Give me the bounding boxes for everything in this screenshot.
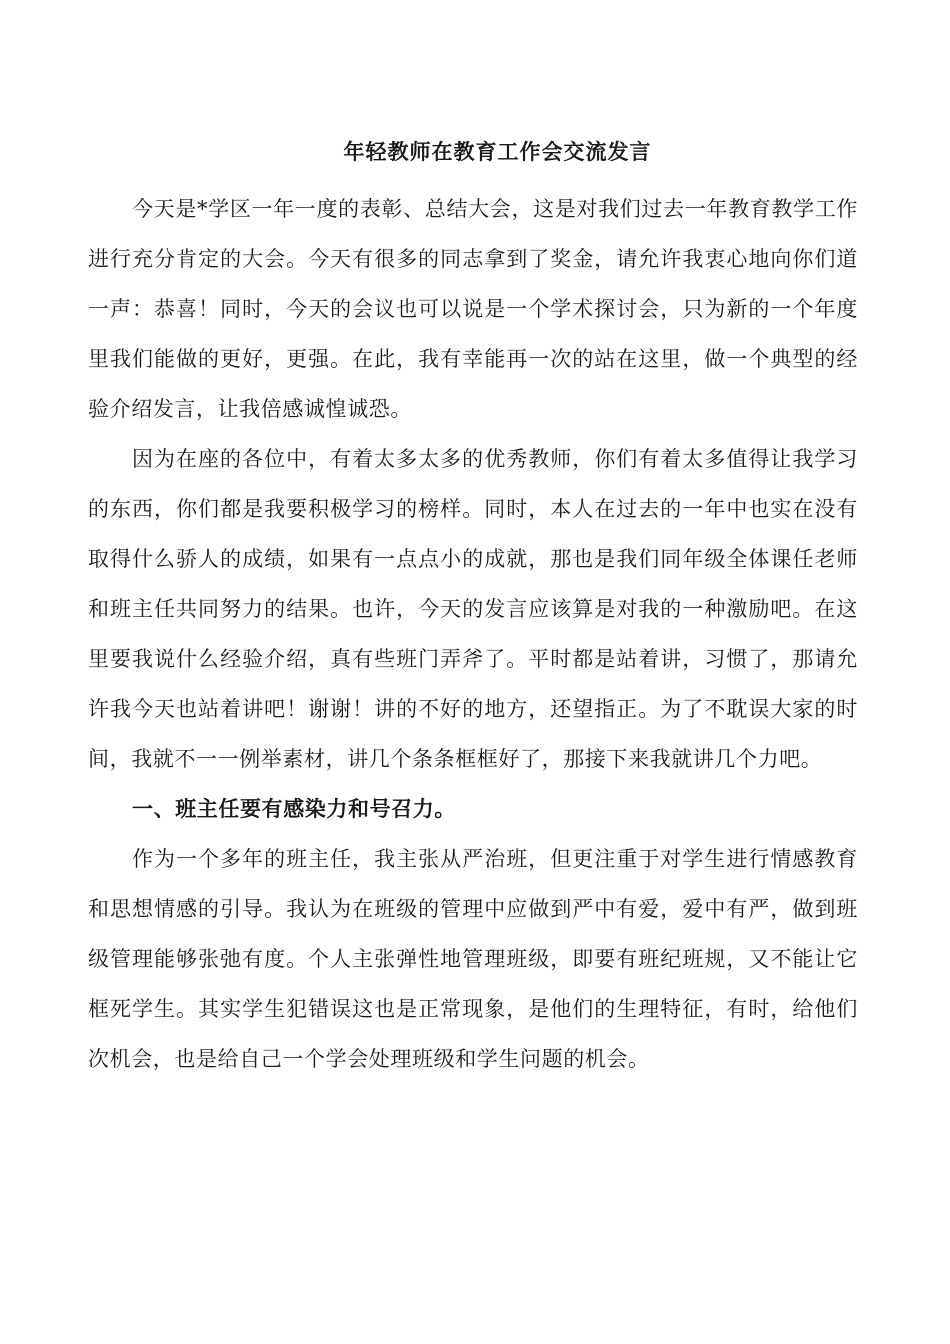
paragraph-intro: 今天是*学区一年一度的表彰、总结大会，这是对我们过去一年教育教学工作进行充分肯定的大会。今天有很多的同志拿到了奖金，请允许我衷心地向你们道一声：恭喜！同时，今天的会议也可以说是一个学术探讨会，只为新的一个年度里我们能做的更好，更强。在此，我有幸能再一次的站在这里，做一个典型的经验介绍发言，让我倍感诚惶诚恐。	[88, 197, 858, 421]
section-heading: 一、班主任要有感染力和号召力。	[132, 796, 456, 821]
document-body	[88, 184, 858, 1084]
document-title: 年轻教师在教育工作会交流发言	[343, 139, 652, 164]
paragraph-modesty: 因为在座的各位中，有着太多太多的优秀教师，你们有着太多值得让我学习的东西，你们都是我要积极学习的榜样。同时，本人在过去的一年中也实在没有取得什么骄人的成绩，如果有一点点小的成就，那也是我们同年级全体课任老师和班主任共同努力的结果。也许，今天的发言应该算是对我的一种激励吧。在这里要我说什么经验介绍，真有些班门弄斧了。平时都是站着讲，习惯了，那请允许我今天也站着讲吧！谢谢！讲的不好的地方，还望指正。为了不耽误大家的时间，我就不一一例举素材，讲几个条条框框好了，那接下来我就讲几个力吧。	[88, 447, 858, 771]
section-paragraph: 作为一个多年的班主任，我主张从严治班，但更注重于对学生进行情感教育和思想情感的引导。我认为在班级的管理中应做到严中有爱，爱中有严，做到班级管理能够张弛有度。个人主张弹性地管理班级，即要有班纪班规，又不能让它框死学生。其实学生犯错误这也是正常现象，是他们的生理特征，有时，给他们次机会，也是给自己一个学会处理班级和学生问题的机会。	[88, 847, 858, 1071]
